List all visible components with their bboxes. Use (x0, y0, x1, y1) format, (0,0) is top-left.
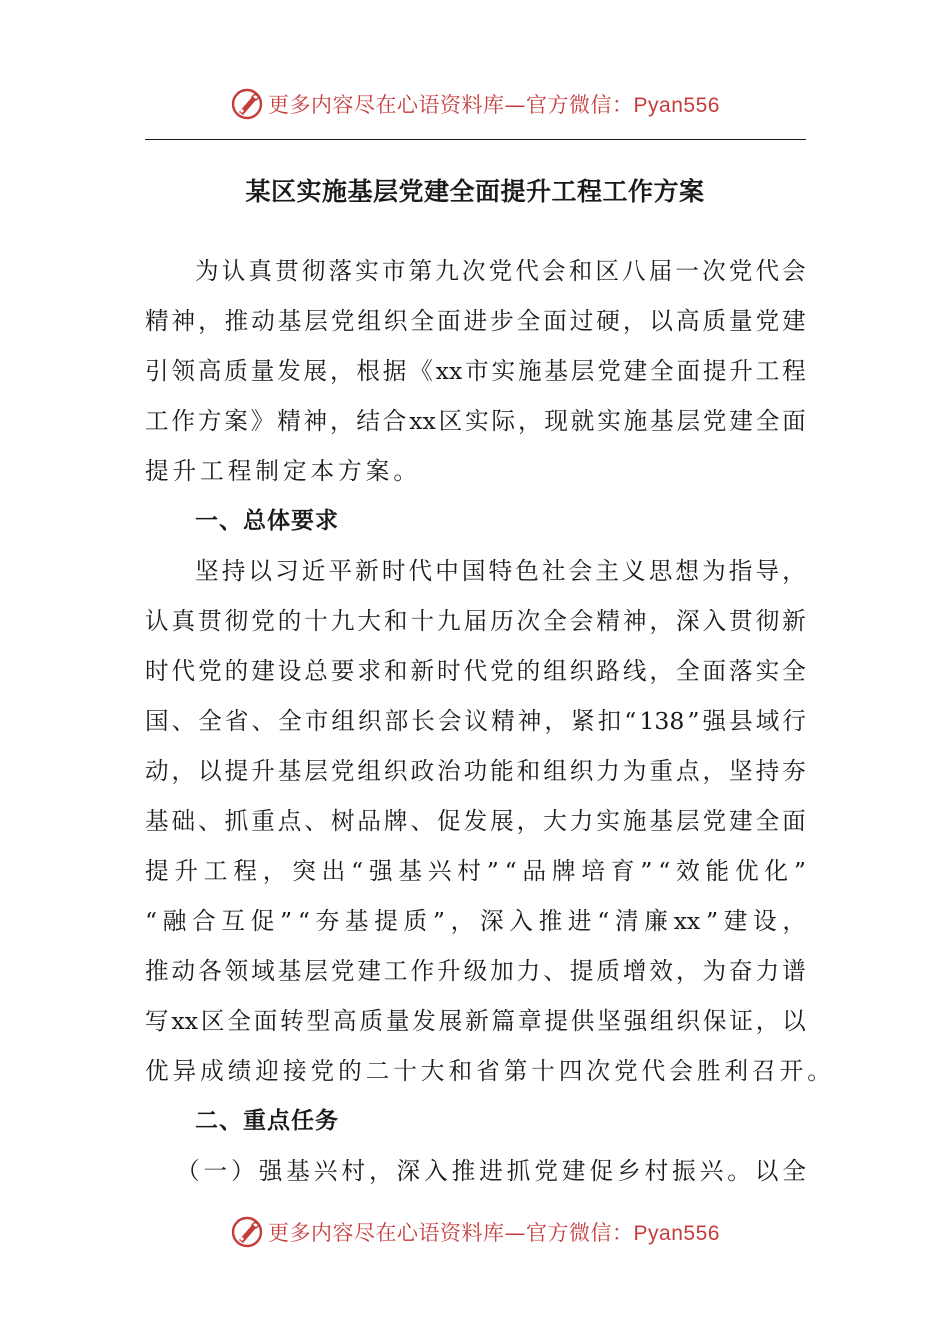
paragraph-line: 工 作 方 案 》 精 神 ， 结 合 xx 区 实 际 ， 现 就 实 施 基 层 党 建 全 面 (145, 407, 806, 435)
paragraph-line: 提升工程制定本方案。 (145, 457, 421, 485)
watermark-text: 更多内容尽在心语资料库—官方微信：Pyan556 (268, 1221, 720, 1245)
paragraph-line: 动 ， 以 提 升 基 层 党 组 织 政 治 功 能 和 组 织 力 为 重 点 ， 坚 持 夯 (145, 757, 806, 785)
footer-watermark-banner (0, 1212, 950, 1252)
paragraph-line: 坚 持 以 习 近 平 新 时 代 中 国 特 色 社 会 主 义 思 想 为 指 导 ， (195, 557, 806, 585)
paragraph-line: 精 神 ， 推 动 基 层 党 组 织 全 面 进 步 全 面 过 硬 ， 以 高 质 量 党 建 (145, 307, 806, 335)
paragraph-line: 国 、 全 省 、 全 市 组 织 部 长 会 议 精 神 ， 紧 扣 “ 138 ” 强 县 域 行 (145, 707, 806, 735)
paragraph-line: 时 代 党 的 建 设 总 要 求 和 新 时 代 党 的 组 织 路 线 ， 全 面 落 实 全 (145, 657, 806, 685)
paragraph-line: 优异成绩迎接党的二十大和省第十四次党代会胜利召开。 (145, 1057, 835, 1085)
paragraph-line: 基 础 、 抓 重 点 、 树 品 牌 、 促 发 展 ， 大 力 实 施 基 层 党 建 全 面 (145, 807, 806, 835)
header-watermark-banner (0, 84, 950, 124)
watermark-text: 更多内容尽在心语资料库—官方微信：Pyan556 (268, 93, 720, 117)
fountain-pen-logo-icon (230, 1215, 264, 1249)
paragraph-line: 引 领 高 质 量 发 展 ， 根 据 《 xx 市 实 施 基 层 党 建 全 面 提 升 工 程 (145, 357, 806, 385)
paragraph-line: 提 升 工 程 ， 突 出 “ 强 基 兴 村 ” “ 品 牌 培 育 ” “ 效 能 优 化 ” (145, 857, 806, 885)
paragraph-line: “ 融 合 互 促 ” “ 夯 基 提 质 ” ， 深 入 推 进 “ 清 廉 xx ” 建 设 ， (145, 907, 806, 935)
fountain-pen-logo-icon (230, 87, 264, 121)
section-heading: 一、总体要求 (195, 508, 339, 534)
paragraph-line: （ 一 ） 强 基 兴 村 ， 深 入 推 进 抓 党 建 促 乡 村 振 兴 。 以 全 (176, 1157, 806, 1185)
header-divider (145, 139, 806, 140)
paragraph-line: 认 真 贯 彻 党 的 十 九 大 和 十 九 届 历 次 全 会 精 神 ， 深 入 贯 彻 新 (145, 607, 806, 635)
wechat-handle: Pyan556 (633, 1222, 720, 1245)
section-heading: 二、重点任务 (195, 1108, 339, 1134)
wechat-handle: Pyan556 (633, 94, 720, 117)
paragraph-line: 写 xx 区 全 面 转 型 高 质 量 发 展 新 篇 章 提 供 坚 强 组 织 保 证 ， 以 (145, 1007, 806, 1035)
paragraph-line: 为 认 真 贯 彻 落 实 市 第 九 次 党 代 会 和 区 八 届 一 次 党 代 会 (195, 257, 806, 285)
document-title: 某区实施基层党建全面提升工程工作方案 (245, 177, 705, 206)
paragraph-line: 推 动 各 领 域 基 层 党 建 工 作 升 级 加 力 、 提 质 增 效 ， 为 奋 力 谱 (145, 957, 806, 985)
